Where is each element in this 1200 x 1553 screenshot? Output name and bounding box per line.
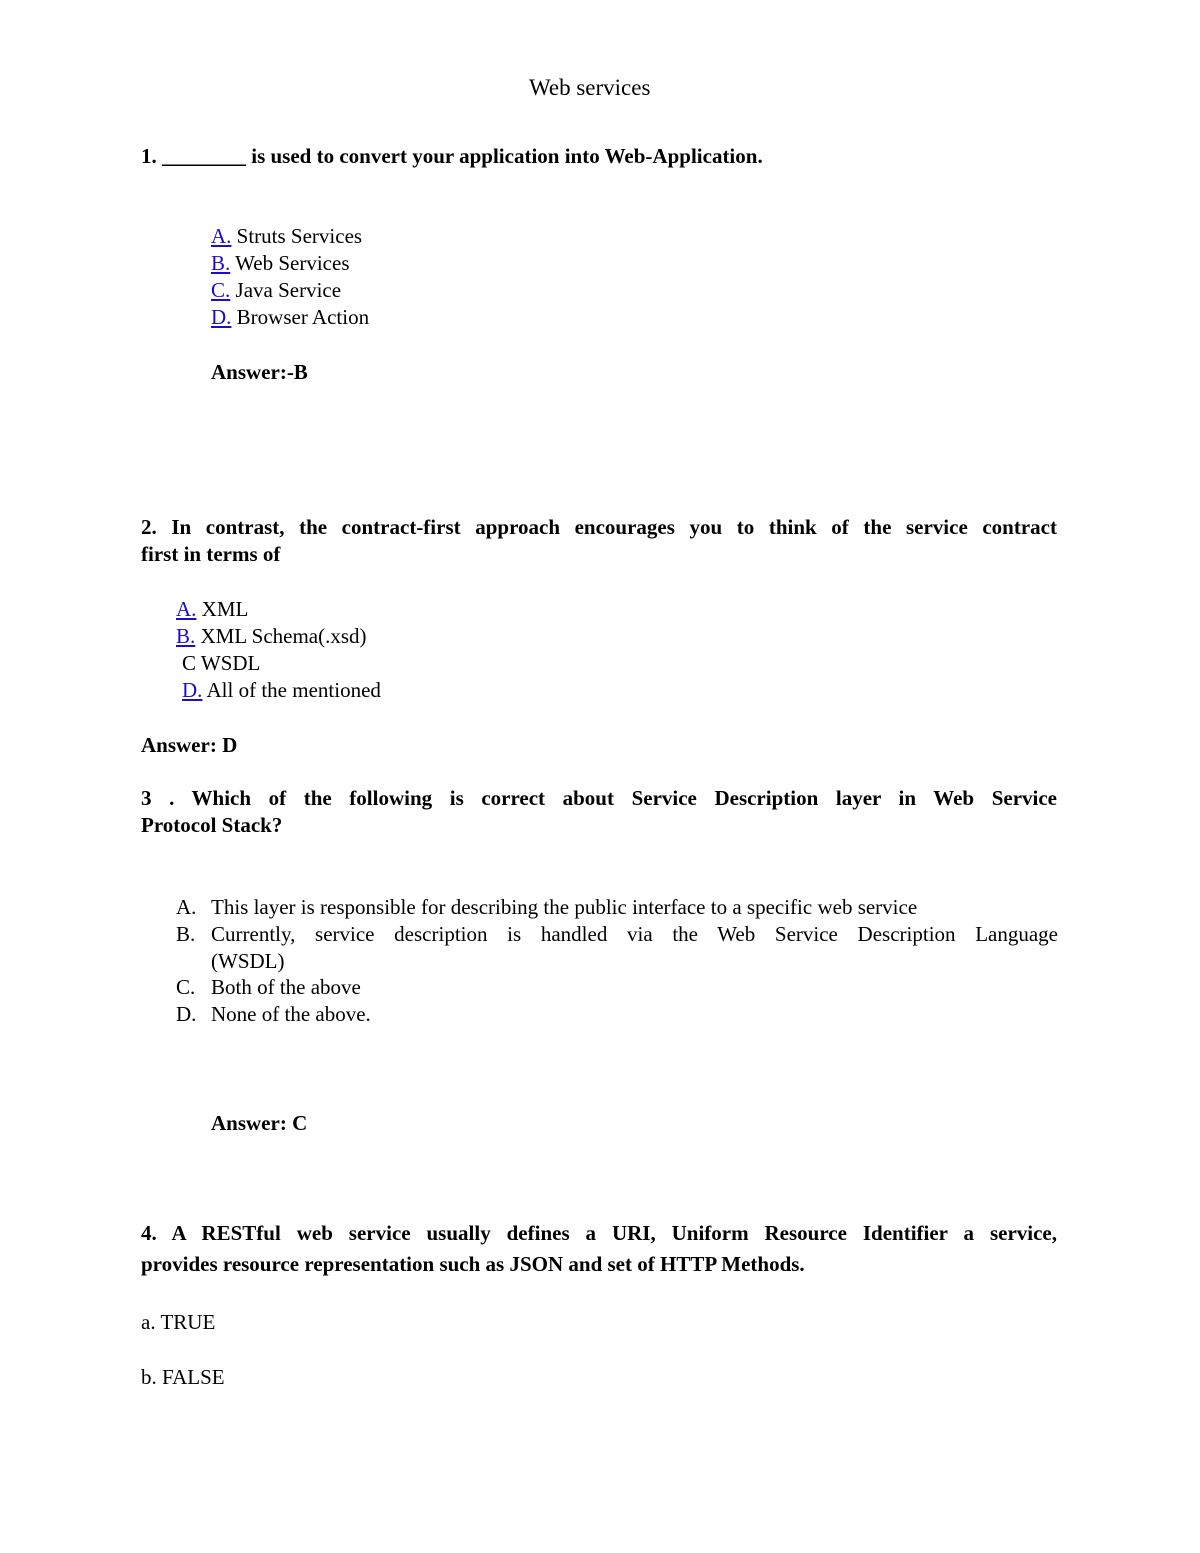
q3-answer: Answer: C: [211, 1111, 308, 1135]
question-4-line-1: 4. A RESTful web service usually defines a URI, Uniform Resource Identifier a service,: [141, 1221, 1057, 1245]
q1-option-a: [211, 226, 362, 247]
question-1: [141, 146, 763, 167]
q1-option-c-link[interactable]: C.: [211, 278, 231, 302]
q2-option-b-text: XML Schema(.xsd): [195, 624, 367, 648]
q2-option-a-link[interactable]: A.: [176, 597, 197, 621]
q1-option-a-link[interactable]: A.: [211, 224, 232, 248]
q1-option-c: [211, 280, 341, 301]
q3-option-d-letter: D.: [176, 1002, 197, 1026]
q3-option-c-text: Both of the above: [211, 975, 361, 999]
q2-answer: Answer: D: [141, 733, 238, 757]
q2-option-b: [176, 626, 367, 647]
q3-option-b-text-2: (WSDL): [211, 949, 285, 973]
q1-option-b: [211, 253, 350, 274]
q1-option-b-link[interactable]: B.: [211, 251, 231, 275]
q2-option-d: [182, 680, 381, 701]
q4-option-b: b. FALSE: [141, 1365, 225, 1389]
q2-option-d-link[interactable]: D.: [182, 678, 203, 702]
q3-option-c-letter: C.: [176, 975, 196, 999]
question-3-line-2: Protocol Stack?: [141, 813, 283, 837]
q1-option-d: [211, 307, 369, 328]
q3-option-a-text: This layer is responsible for describing the public interface to a specific web service: [211, 895, 918, 919]
q2-option-c: [182, 653, 260, 674]
question-2-line-1: 2. In contrast, the contract-first approach encourages you to think of the service contract: [141, 515, 1057, 539]
q2-option-b-link[interactable]: B.: [176, 624, 196, 648]
question-1-number: 1.: [141, 144, 157, 168]
q1-option-d-text: Browser Action: [231, 305, 370, 329]
q3-option-b-letter: B.: [176, 922, 196, 946]
q2-option-c-text: C WSDL: [182, 651, 261, 675]
q1-option-b-text: Web Services: [230, 251, 350, 275]
q1-option-d-link[interactable]: D.: [211, 305, 232, 329]
q3-option-a-letter: A.: [176, 895, 197, 919]
question-3-line-1: 3 . Which of the following is correct about Service Description layer in Web Service: [141, 786, 1057, 810]
page-title: Web services: [529, 75, 651, 100]
q3-option-d-text: None of the above.: [211, 1002, 371, 1026]
q1-answer: Answer:-B: [211, 360, 308, 384]
question-1-text: is used to convert your application into Web-Application.: [246, 144, 763, 168]
q1-option-a-text: Struts Services: [231, 224, 363, 248]
question-4-line-2: provides resource representation such as JSON and set of HTTP Methods.: [141, 1252, 805, 1276]
q3-option-b-text: Currently, service description is handled via the Web Service Description Language: [211, 922, 1058, 946]
question-1-blank: ________: [162, 144, 246, 168]
q2-option-a-text: XML: [196, 597, 249, 621]
q2-option-a: [176, 599, 248, 620]
question-2-line-2: first in terms of: [141, 542, 281, 566]
q1-option-c-text: Java Service: [230, 278, 342, 302]
q2-option-d-text: All of the mentioned: [202, 678, 381, 702]
q4-option-a: a. TRUE: [141, 1310, 216, 1334]
